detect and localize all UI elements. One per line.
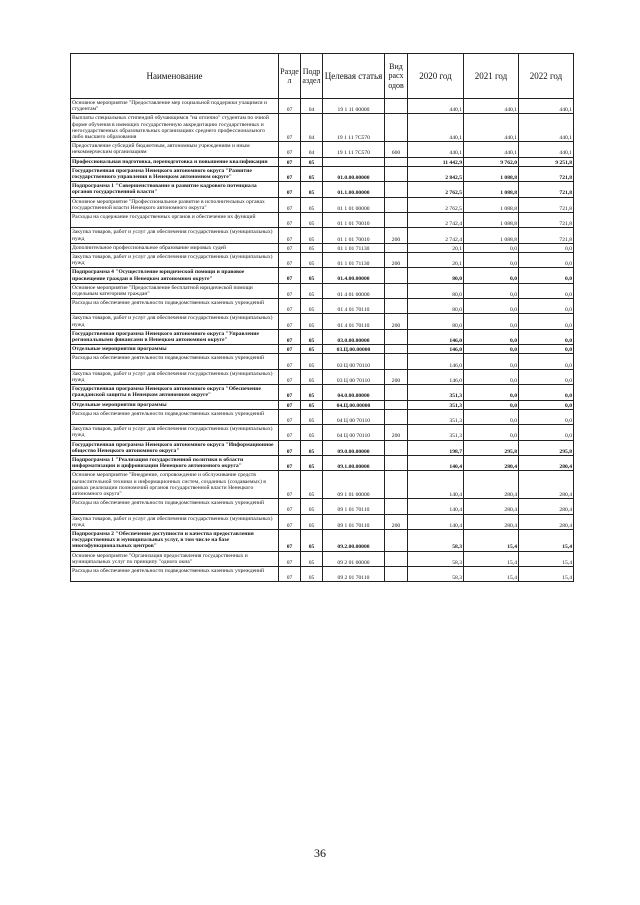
row-name: Государственная программа Ненецкого автономного округа "Управление региональными финансами в Ненецком автономном округе"	[71, 329, 279, 344]
budget-table	[70, 53, 574, 582]
row-value-2022: 295,8	[519, 440, 574, 455]
row-podrazdel: 05	[301, 354, 323, 369]
row-name: Профессиональная подготовка, переподготовка и повышение квалификации	[71, 157, 279, 166]
row-target: 01 4 01 70110	[323, 314, 385, 329]
row-value-2022: 9 251,8	[519, 157, 574, 166]
table-row	[71, 440, 574, 455]
row-vid: 200	[385, 425, 408, 440]
row-razdel: 07	[279, 197, 301, 212]
row-podrazdel: 05	[301, 228, 323, 243]
table-row	[71, 499, 574, 514]
row-razdel: 07	[279, 369, 301, 384]
row-value-2022: 721,8	[519, 166, 574, 181]
row-razdel: 07	[279, 99, 301, 114]
row-value-2020: 20,1	[408, 243, 464, 252]
row-name: Отдельные мероприятия программы	[71, 345, 279, 354]
table-row	[71, 283, 574, 298]
row-value-2021: 440,1	[464, 142, 519, 157]
table-header-row	[71, 54, 574, 99]
row-name: Расходы на обеспечение деятельности подведомственных казенных учреждений	[71, 299, 279, 314]
row-name: Расходы на содержание государственных органов и обеспечение их функций	[71, 212, 279, 227]
table-row	[71, 99, 574, 114]
table-row	[71, 385, 574, 400]
row-name: Подпрограмма 1 "Совершенствование и развитие кадрового потенциала органов государственной власти"	[71, 182, 279, 197]
row-target: 09.0.00.00000	[323, 440, 385, 455]
row-value-2021: 440,1	[464, 114, 519, 142]
row-razdel: 07	[279, 228, 301, 243]
row-value-2022: 0,0	[519, 299, 574, 314]
row-razdel: 07	[279, 345, 301, 354]
row-vid	[385, 197, 408, 212]
row-vid	[385, 529, 408, 551]
row-target: 04.Ц.00.00000	[323, 400, 385, 409]
row-podrazdel: 05	[301, 529, 323, 551]
table-row	[71, 314, 574, 329]
row-name: Закупка товаров, работ и услуг для обеспечения государственных (муниципальных) нужд	[71, 369, 279, 384]
row-podrazdel: 05	[301, 440, 323, 455]
row-razdel: 07	[279, 157, 301, 166]
row-value-2021: 0,0	[464, 409, 519, 424]
row-value-2021: 1 088,8	[464, 228, 519, 243]
row-target: 04 Ц 00 70110	[323, 409, 385, 424]
row-value-2021: 0,0	[464, 345, 519, 354]
row-value-2021: 0,0	[464, 425, 519, 440]
row-vid: 200	[385, 314, 408, 329]
row-vid	[385, 409, 408, 424]
row-value-2020: 80,0	[408, 299, 464, 314]
row-value-2022: 440,1	[519, 114, 574, 142]
row-razdel: 07	[279, 166, 301, 181]
row-name: Отдельные мероприятия программы	[71, 400, 279, 409]
row-podrazdel: 05	[301, 400, 323, 409]
row-value-2021: 1 088,8	[464, 212, 519, 227]
table-row	[71, 157, 574, 166]
row-vid	[385, 299, 408, 314]
table-row	[71, 345, 574, 354]
header-razdel: Разде л	[279, 54, 301, 99]
row-razdel: 07	[279, 212, 301, 227]
table-row	[71, 369, 574, 384]
row-target: 03.0.00.00000	[323, 329, 385, 344]
row-name: Государственная программа Ненецкого автономного округа "Обеспечение гражданской защиты в Ненецком автономном округе"	[71, 385, 279, 400]
row-name: Дополнительное профессиональное образование мировых судей	[71, 243, 279, 252]
row-name: Закупка товаров, работ и услуг для обеспечения государственных (муниципальных) нужд	[71, 228, 279, 243]
row-value-2021: 0,0	[464, 283, 519, 298]
row-target: 03.Ц.00.00000	[323, 345, 385, 354]
header-2020: 2020 год	[408, 54, 464, 99]
row-value-2022: 15,4	[519, 566, 574, 581]
row-value-2022: 721,8	[519, 197, 574, 212]
table-row	[71, 114, 574, 142]
row-target: 01 1 01 71130	[323, 243, 385, 252]
row-name: Закупка товаров, работ и услуг для обеспечения государственных (муниципальных) нужд	[71, 314, 279, 329]
row-value-2020: 140,4	[408, 514, 464, 529]
row-value-2020: 58,3	[408, 566, 464, 581]
row-value-2022: 280,4	[519, 455, 574, 470]
row-value-2020: 351,3	[408, 425, 464, 440]
row-value-2021: 1 088,8	[464, 166, 519, 181]
row-target: 01 1 01 70010	[323, 212, 385, 227]
row-value-2022: 0,0	[519, 268, 574, 283]
row-value-2021: 0,0	[464, 299, 519, 314]
row-value-2022: 0,0	[519, 400, 574, 409]
row-razdel: 07	[279, 329, 301, 344]
row-vid	[385, 471, 408, 499]
row-name: Предоставление субсидий бюджетным, автономным учреждениям и иным некоммерческим организациям	[71, 142, 279, 157]
row-value-2020: 58,3	[408, 529, 464, 551]
row-razdel: 07	[279, 182, 301, 197]
table-row	[71, 252, 574, 267]
row-value-2020: 58,3	[408, 551, 464, 566]
row-podrazdel: 05	[301, 252, 323, 267]
row-value-2021: 1 088,8	[464, 197, 519, 212]
row-vid	[385, 566, 408, 581]
row-razdel: 07	[279, 268, 301, 283]
row-podrazdel: 05	[301, 369, 323, 384]
row-value-2022: 15,4	[519, 551, 574, 566]
table-row	[71, 551, 574, 566]
row-target: 09 1 01 70110	[323, 514, 385, 529]
row-vid	[385, 385, 408, 400]
row-value-2021: 0,0	[464, 252, 519, 267]
row-razdel: 07	[279, 425, 301, 440]
row-target: 09 2 01 70110	[323, 566, 385, 581]
row-vid	[385, 268, 408, 283]
row-target: 03 Ц 00 70110	[323, 354, 385, 369]
table-row	[71, 409, 574, 424]
row-value-2021: 280,4	[464, 471, 519, 499]
row-value-2021: 0,0	[464, 243, 519, 252]
header-name: Наименование	[71, 54, 279, 99]
row-value-2021: 295,8	[464, 440, 519, 455]
row-value-2021: 0,0	[464, 354, 519, 369]
row-vid	[385, 182, 408, 197]
row-value-2022: 0,0	[519, 243, 574, 252]
row-name: Расходы на обеспечение деятельности подведомственных казенных учреждений	[71, 566, 279, 581]
row-value-2022: 0,0	[519, 425, 574, 440]
table-body	[71, 99, 574, 582]
row-razdel: 07	[279, 400, 301, 409]
row-vid	[385, 329, 408, 344]
row-value-2021: 0,0	[464, 314, 519, 329]
row-razdel: 07	[279, 471, 301, 499]
row-vid: 600	[385, 142, 408, 157]
row-value-2022: 0,0	[519, 354, 574, 369]
row-podrazdel: 05	[301, 455, 323, 470]
row-value-2022: 15,4	[519, 529, 574, 551]
row-podrazdel: 05	[301, 283, 323, 298]
row-razdel: 07	[279, 142, 301, 157]
row-vid	[385, 243, 408, 252]
row-razdel: 07	[279, 514, 301, 529]
row-value-2020: 198,7	[408, 440, 464, 455]
row-razdel: 07	[279, 252, 301, 267]
row-value-2020: 80,0	[408, 314, 464, 329]
row-value-2022: 0,0	[519, 329, 574, 344]
table-row	[71, 243, 574, 252]
row-name: Государственная программа Ненецкого автономного округа "Информационное общество Ненецкого автономного округа"	[71, 440, 279, 455]
row-target: 01 4 01 00000	[323, 283, 385, 298]
row-name: Закупка товаров, работ и услуг для обеспечения государственных (муниципальных) нужд	[71, 252, 279, 267]
row-podrazdel: 04	[301, 114, 323, 142]
row-value-2022: 0,0	[519, 409, 574, 424]
table-row	[71, 329, 574, 344]
row-name: Государственная программа Ненецкого автономного округа "Развитие государственного управления в Ненецком автономном округе"	[71, 166, 279, 181]
table-row	[71, 182, 574, 197]
header-target: Целевая статья	[323, 54, 385, 99]
row-razdel: 07	[279, 566, 301, 581]
row-value-2020: 20,1	[408, 252, 464, 267]
row-vid	[385, 499, 408, 514]
row-value-2020: 2 742,4	[408, 228, 464, 243]
row-value-2020: 2 762,5	[408, 182, 464, 197]
row-podrazdel: 05	[301, 499, 323, 514]
row-vid: 200	[385, 252, 408, 267]
page-number: 36	[314, 846, 326, 860]
row-podrazdel: 05	[301, 197, 323, 212]
row-value-2021: 0,0	[464, 385, 519, 400]
row-name: Подпрограмма 1 "Реализация государственной политики в области информатизации и цифровизации Ненецкого автономного округа"	[71, 455, 279, 470]
row-value-2021: 0,0	[464, 369, 519, 384]
row-name: Основное мероприятие "Предоставление мер социальной поддержки учащимся и студентам"	[71, 99, 279, 114]
row-razdel: 07	[279, 354, 301, 369]
row-target: 01 1 01 70010	[323, 228, 385, 243]
row-value-2020: 440,1	[408, 114, 464, 142]
table-row	[71, 354, 574, 369]
row-target: 19 1 11 7С570	[323, 142, 385, 157]
row-podrazdel: 04	[301, 99, 323, 114]
row-name: Расходы на обеспечение деятельности подведомственных казенных учреждений	[71, 409, 279, 424]
row-razdel: 07	[279, 299, 301, 314]
row-value-2020: 11 442,9	[408, 157, 464, 166]
row-podrazdel: 05	[301, 157, 323, 166]
row-value-2022: 721,8	[519, 182, 574, 197]
row-value-2020: 2 842,5	[408, 166, 464, 181]
row-podrazdel: 05	[301, 268, 323, 283]
row-podrazdel: 04	[301, 142, 323, 157]
row-target: 04 Ц 00 70110	[323, 425, 385, 440]
row-target: 01 1 01 00000	[323, 197, 385, 212]
row-podrazdel: 05	[301, 243, 323, 252]
table-row	[71, 425, 574, 440]
row-vid: 200	[385, 369, 408, 384]
row-vid	[385, 166, 408, 181]
row-target: 09 1 01 70110	[323, 499, 385, 514]
row-vid	[385, 114, 408, 142]
table-row	[71, 455, 574, 470]
header-podrazdel: Подр аздел	[301, 54, 323, 99]
row-podrazdel: 05	[301, 471, 323, 499]
row-target: 09 2 01 00000	[323, 551, 385, 566]
row-podrazdel: 05	[301, 551, 323, 566]
row-razdel: 07	[279, 283, 301, 298]
table-row	[71, 400, 574, 409]
row-target: 01.4.00.00000	[323, 268, 385, 283]
row-razdel: 07	[279, 551, 301, 566]
table-row	[71, 166, 574, 181]
row-value-2020: 146,0	[408, 354, 464, 369]
row-name: Подпрограмма 2 "Обеспечение доступности и качества предоставления государственных и муниципальных услуг, в том числе на базе многофункциональных центров"	[71, 529, 279, 551]
row-value-2021: 15,4	[464, 551, 519, 566]
table-row	[71, 299, 574, 314]
row-name: Основное мероприятие "Предоставление бесплатной юридической помощи отдельным категориям граждан"	[71, 283, 279, 298]
row-value-2021: 440,1	[464, 99, 519, 114]
row-target: 04.0.00.00000	[323, 385, 385, 400]
row-value-2022: 0,0	[519, 252, 574, 267]
row-razdel: 07	[279, 455, 301, 470]
row-target: 03 Ц 00 70110	[323, 369, 385, 384]
row-razdel: 07	[279, 243, 301, 252]
row-value-2022: 280,4	[519, 514, 574, 529]
header-vid: Вид расх одов	[385, 54, 408, 99]
row-value-2022: 721,8	[519, 212, 574, 227]
header-2022: 2022 год	[519, 54, 574, 99]
row-value-2021: 0,0	[464, 400, 519, 409]
row-vid	[385, 400, 408, 409]
row-name: Расходы на обеспечение деятельности подведомственных казенных учреждений	[71, 354, 279, 369]
row-target: 09.1.00.00000	[323, 455, 385, 470]
row-name: Закупка товаров, работ и услуг для обеспечения государственных (муниципальных) нужд	[71, 514, 279, 529]
row-vid	[385, 157, 408, 166]
row-name: Основное мероприятие "Организация предоставления государственных и муниципальных услуг по принципу "одного окна"	[71, 551, 279, 566]
row-vid: 200	[385, 514, 408, 529]
row-target: 01 1 01 71130	[323, 252, 385, 267]
row-value-2020: 2 762,5	[408, 197, 464, 212]
row-vid	[385, 99, 408, 114]
row-value-2021: 280,4	[464, 455, 519, 470]
row-value-2020: 80,0	[408, 283, 464, 298]
row-vid	[385, 283, 408, 298]
row-podrazdel: 05	[301, 299, 323, 314]
row-value-2022: 0,0	[519, 283, 574, 298]
row-value-2021: 280,4	[464, 499, 519, 514]
row-podrazdel: 05	[301, 566, 323, 581]
row-value-2022: 0,0	[519, 314, 574, 329]
row-name: Закупка товаров, работ и услуг для обеспечения государственных (муниципальных) нужд	[71, 425, 279, 440]
row-value-2020: 440,1	[408, 99, 464, 114]
row-value-2020: 80,0	[408, 268, 464, 283]
table-row	[71, 212, 574, 227]
row-value-2020: 146,0	[408, 369, 464, 384]
row-target: 01 4 01 70110	[323, 299, 385, 314]
row-razdel: 07	[279, 440, 301, 455]
row-name: Основное мероприятие "Профессиональное развитие в исполнительных органах государственной власти Ненецкого автономного округа"	[71, 197, 279, 212]
row-value-2020: 351,3	[408, 409, 464, 424]
row-target: 01.0.00.00000	[323, 166, 385, 181]
row-value-2022: 0,0	[519, 345, 574, 354]
table-row	[71, 228, 574, 243]
row-razdel: 07	[279, 529, 301, 551]
row-target: 09.2.00.00000	[323, 529, 385, 551]
row-value-2022: 440,1	[519, 142, 574, 157]
row-vid	[385, 354, 408, 369]
row-podrazdel: 05	[301, 345, 323, 354]
row-value-2020: 2 742,4	[408, 212, 464, 227]
row-name: Выплаты специальных стипендий обучающимся "на отлично" студентам по очной форме обучения в имеющих государственную аккредитацию государственных и негосударственных образовательных организациях среднего профессионального либо высшего образования	[71, 114, 279, 142]
row-target	[323, 157, 385, 166]
row-value-2022: 721,8	[519, 228, 574, 243]
row-podrazdel: 05	[301, 425, 323, 440]
row-value-2022: 0,0	[519, 385, 574, 400]
row-razdel: 07	[279, 409, 301, 424]
row-name: Подпрограмма 4 "Осуществление юридической помощи и правовое просвещение граждан в Ненецком автономном округе"	[71, 268, 279, 283]
row-name: Основное мероприятие "Внедрение, сопровождение и обслуживание средств вычислительной техники и информационных систем, созданных (создаваемых) в рамках реализации полномочий органов государственной власти Ненецкого автономного округа"	[71, 471, 279, 499]
row-value-2021: 280,4	[464, 514, 519, 529]
row-podrazdel: 05	[301, 514, 323, 529]
row-vid	[385, 440, 408, 455]
row-vid	[385, 345, 408, 354]
table-row	[71, 471, 574, 499]
row-value-2020: 146,0	[408, 329, 464, 344]
table-row	[71, 197, 574, 212]
row-value-2020: 440,1	[408, 142, 464, 157]
row-podrazdel: 05	[301, 212, 323, 227]
row-value-2021: 0,0	[464, 329, 519, 344]
row-value-2020: 351,3	[408, 385, 464, 400]
row-value-2022: 440,1	[519, 99, 574, 114]
row-podrazdel: 05	[301, 314, 323, 329]
row-podrazdel: 05	[301, 385, 323, 400]
row-value-2022: 280,4	[519, 471, 574, 499]
row-vid: 200	[385, 228, 408, 243]
row-value-2021: 15,4	[464, 566, 519, 581]
row-target: 01.1.00.00000	[323, 182, 385, 197]
row-vid	[385, 212, 408, 227]
row-vid	[385, 551, 408, 566]
row-value-2020: 140,4	[408, 499, 464, 514]
table-row	[71, 268, 574, 283]
header-2021: 2021 год	[464, 54, 519, 99]
row-target: 09 1 01 00000	[323, 471, 385, 499]
table-row	[71, 566, 574, 581]
row-target: 19 1 11 00000	[323, 99, 385, 114]
row-podrazdel: 05	[301, 166, 323, 181]
table-row	[71, 514, 574, 529]
row-value-2021: 0,0	[464, 268, 519, 283]
row-vid	[385, 455, 408, 470]
row-value-2022: 280,4	[519, 499, 574, 514]
row-value-2021: 1 088,8	[464, 182, 519, 197]
row-value-2020: 140,4	[408, 455, 464, 470]
row-value-2020: 351,3	[408, 400, 464, 409]
table-row	[71, 529, 574, 551]
row-podrazdel: 05	[301, 182, 323, 197]
row-value-2022: 0,0	[519, 369, 574, 384]
row-podrazdel: 05	[301, 329, 323, 344]
row-razdel: 07	[279, 314, 301, 329]
row-value-2021: 15,4	[464, 529, 519, 551]
row-razdel: 07	[279, 385, 301, 400]
row-value-2020: 146,0	[408, 345, 464, 354]
table-row	[71, 142, 574, 157]
row-razdel: 07	[279, 114, 301, 142]
row-name: Расходы на обеспечение деятельности подведомственных казенных учреждений	[71, 499, 279, 514]
row-razdel: 07	[279, 499, 301, 514]
row-target: 19 1 11 7С570	[323, 114, 385, 142]
row-value-2020: 140,4	[408, 471, 464, 499]
row-value-2021: 9 762,0	[464, 157, 519, 166]
row-podrazdel: 05	[301, 409, 323, 424]
